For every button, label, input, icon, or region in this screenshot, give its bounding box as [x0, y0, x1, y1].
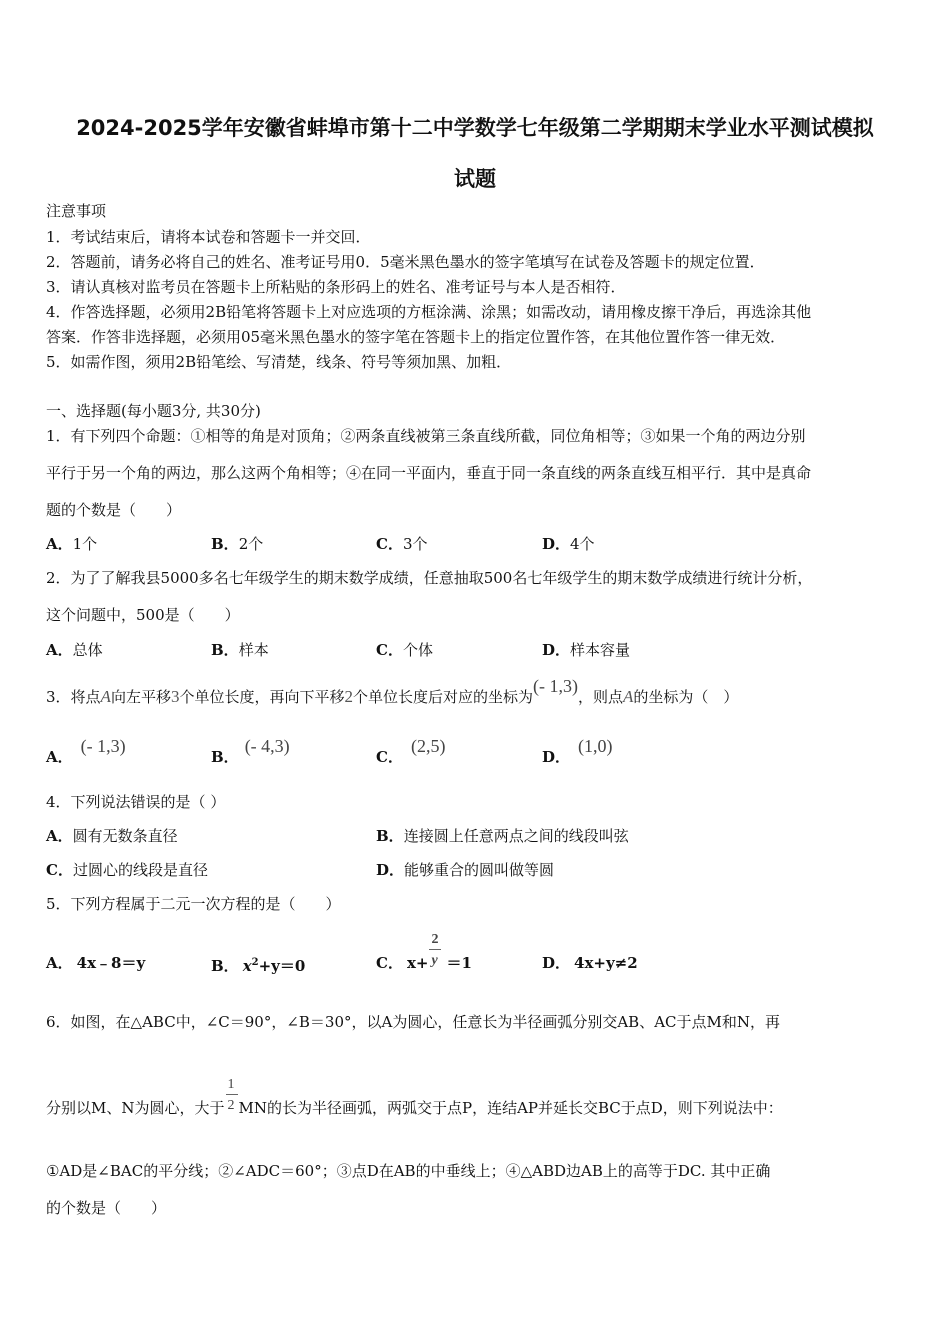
option-a[interactable]: A．总体: [46, 641, 103, 659]
question-2-text: 这个问题中，500是（ ）: [46, 606, 240, 624]
question-3-text: 3．将点A向左平移3个单位长度，再向下平移2个单位长度后对应的坐标为(- 1,3)，则点A的坐标为（ ）: [46, 676, 739, 706]
notice-heading: 注意事项: [46, 202, 107, 220]
question-1-text: 题的个数是（ ）: [46, 501, 182, 519]
option-c[interactable]: C．个体: [376, 641, 433, 659]
fraction: $\frac{1}{2}$: [225, 1099, 239, 1119]
option-d[interactable]: D．样本容量: [542, 641, 631, 659]
section-heading: 一、选择题(每小题3分, 共30分): [46, 402, 261, 420]
notice-item: 5．如需作图，须用2B铅笔绘、写清楚，线条、符号等须加黑、加粗．: [46, 353, 512, 371]
question-6-text: 分别以M、N为圆心，大于 $\frac{1}{2}$ MN的长为半径画弧，两弧交于点P，连结AP并延长交BC于点D，则下列说法中：: [46, 1077, 783, 1117]
question-1-text: 1．有下列四个命题：①相等的角是对顶角；②两条直线被第三条直线所截，同位角相等；③如果一个角的两边分别: [46, 427, 806, 445]
option-b[interactable]: B．样本: [211, 641, 269, 659]
notice-item: 1．考试结束后，请将本试卷和答题卡一并交回．: [46, 228, 371, 246]
option-d[interactable]: D．4个: [542, 535, 595, 553]
option-c[interactable]: C．过圆心的线段是直径: [46, 861, 208, 879]
question-6-text: 6．如图，在△ABC中，∠C＝90°，∠B＝30°，以A为圆心，任意长为半径画弧分别交AB、AC于点M和N，再: [46, 1013, 780, 1031]
exam-title-line-1: 2024-2025学年安徽省蚌埠市第十二中学数学七年级第二学期期末学业水平测试模拟: [76, 116, 874, 140]
option-b[interactable]: B．(- 4,3): [211, 736, 290, 766]
option-a[interactable]: A．圆有无数条直径: [46, 827, 178, 845]
notice-item: 4．作答选择题，必须用2B铅笔将答题卡上对应选项的方框涂满、涂黑；如需改动，请用橡皮擦干净后，再选涂其他: [46, 303, 812, 321]
option-b[interactable]: B． $x^2+y=0$: [211, 957, 306, 975]
question-4-text: 4．下列说法错误的是（ ）: [46, 793, 226, 811]
question-1-text: 平行于另一个角的两边，那么这两个角相等；④在同一平面内，垂直于同一条直线的两条直线互相平行．其中是真命: [46, 464, 812, 482]
question-6-text: ①AD是∠BAC的平分线；②∠ADC＝60°；③点D在AB的中垂线上；④△ABD边AB上的高等于DC. 其中正确: [46, 1162, 771, 1180]
notice-item: 2．答题前，请务必将自己的姓名、准考证号用0．5毫米黑色墨水的签字笔填写在试卷及答题卡的规定位置．: [46, 253, 765, 271]
option-d[interactable]: D． 4x+y≠2: [542, 954, 638, 972]
question-5-text: 5．下列方程属于二元一次方程的是（ ）: [46, 895, 341, 913]
option-b[interactable]: B．2个: [211, 535, 264, 553]
question-6-text: 的个数是（ ）: [46, 1199, 167, 1217]
option-a[interactable]: A．1个: [46, 535, 98, 553]
option-b[interactable]: B．连接圆上任意两点之间的线段叫弦: [376, 827, 629, 845]
option-d[interactable]: D．能够重合的圆叫做等圆: [376, 861, 555, 879]
fraction: $\frac{2}{y}$: [428, 954, 442, 974]
notice-item: 3．请认真核对监考员在答题卡上所粘贴的条形码上的姓名、准考证号与本人是否相符．: [46, 278, 626, 296]
option-c[interactable]: C．(2,5): [376, 736, 446, 766]
notice-item: 答案．作答非选择题，必须用05毫米黑色墨水的签字笔在答题卡上的指定位置作答，在其他位置作答一律无效．: [46, 328, 786, 346]
exam-title-line-2: 试题: [454, 167, 496, 191]
option-c[interactable]: C． x+ $\frac{2}{y}$ ＝1: [376, 932, 472, 972]
option-a[interactable]: A．(- 1,3): [46, 736, 126, 766]
option-a[interactable]: A． 4x﹣8＝y: [46, 954, 146, 972]
option-c[interactable]: C．3个: [376, 535, 428, 553]
question-2-text: 2．为了了解我县5000多名七年级学生的期末数学成绩，任意抽取500名七年级学生的期末数学成绩进行统计分析，: [46, 569, 813, 587]
option-d[interactable]: D．(1,0): [542, 736, 613, 766]
